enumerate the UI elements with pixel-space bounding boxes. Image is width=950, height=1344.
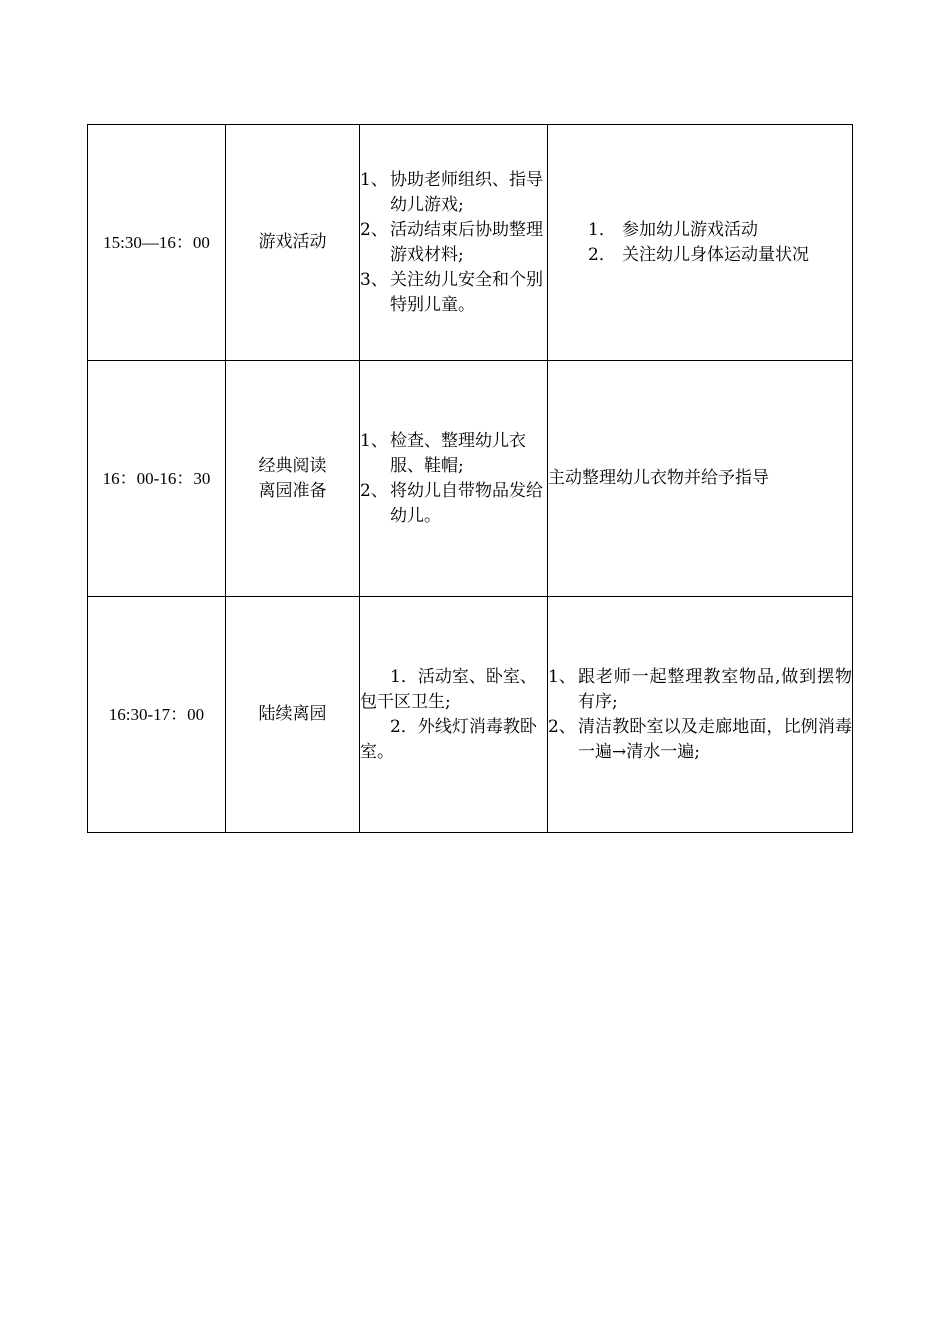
requirement-cell	[548, 125, 853, 361]
duty-text: 检查、整理幼儿衣服、鞋帽;	[390, 430, 526, 476]
duty-number: 2、	[360, 480, 388, 501]
activity-text: 离园准备	[258, 480, 327, 501]
duty-text: 将幼儿自带物品发给幼儿。	[390, 480, 543, 526]
requirement-text: 关注幼儿身体运动量状况	[622, 244, 809, 265]
duty-cell	[360, 125, 548, 361]
duty-cell	[360, 597, 548, 833]
duty-item	[360, 479, 547, 529]
duty-number: 1、	[360, 430, 388, 451]
activity-cell	[226, 597, 360, 833]
requirement-number: 1．	[588, 219, 616, 240]
time-cell	[88, 361, 226, 597]
duty-item	[360, 218, 547, 268]
requirement-number: 1、	[548, 666, 576, 687]
requirement-text: 参加幼儿游戏活动	[622, 219, 758, 240]
requirement-cell	[548, 597, 853, 833]
duty-text: 协助老师组织、指导幼儿游戏;	[390, 169, 543, 215]
table-row	[88, 597, 853, 833]
requirement-cell	[548, 361, 853, 597]
duty-number: 3、	[360, 269, 388, 290]
requirement-number: 2、	[548, 716, 576, 737]
duty-number: 1、	[360, 169, 388, 190]
requirement-text: 主动整理幼儿衣物并给予指导	[548, 468, 769, 488]
duty-text: 关注幼儿安全和个别特别儿童。	[390, 269, 543, 315]
requirement-text: 清洁教卧室以及走廊地面，比例消毒一遍→清水一遍;	[578, 716, 852, 762]
time-text: 16:30-17：00	[108, 705, 205, 724]
duty-item	[360, 168, 547, 218]
requirement-item	[588, 218, 852, 243]
duty-text: 活动结束后协助整理游戏材料;	[390, 219, 543, 265]
activity-cell	[226, 125, 360, 361]
duty-paragraph: 2．外线灯消毒教卧室。	[360, 716, 537, 762]
requirement-number: 2．	[588, 244, 616, 265]
duty-item	[360, 429, 547, 479]
table-row	[88, 361, 853, 597]
time-cell	[88, 125, 226, 361]
activity-text: 经典阅读	[258, 455, 327, 476]
time-text: 16：00-16：30	[102, 469, 211, 488]
duty-number: 2、	[360, 219, 388, 240]
duty-paragraph: 1．活动室、卧室、包干区卫生;	[360, 666, 537, 712]
activity-cell	[226, 361, 360, 597]
requirement-text: 跟老师一起整理教室物品,做到摆物有序;	[578, 666, 852, 712]
schedule-table	[87, 124, 853, 833]
duty-cell	[360, 361, 548, 597]
requirement-item	[548, 715, 852, 765]
activity-text: 游戏活动	[258, 232, 327, 252]
requirement-item	[548, 665, 852, 715]
time-cell	[88, 597, 226, 833]
activity-text: 陆续离园	[258, 704, 327, 724]
duty-item	[360, 268, 547, 318]
requirement-item	[588, 243, 852, 268]
requirement-list	[548, 218, 852, 268]
time-text: 15:30—16：00	[103, 233, 210, 252]
table-row	[88, 125, 853, 361]
